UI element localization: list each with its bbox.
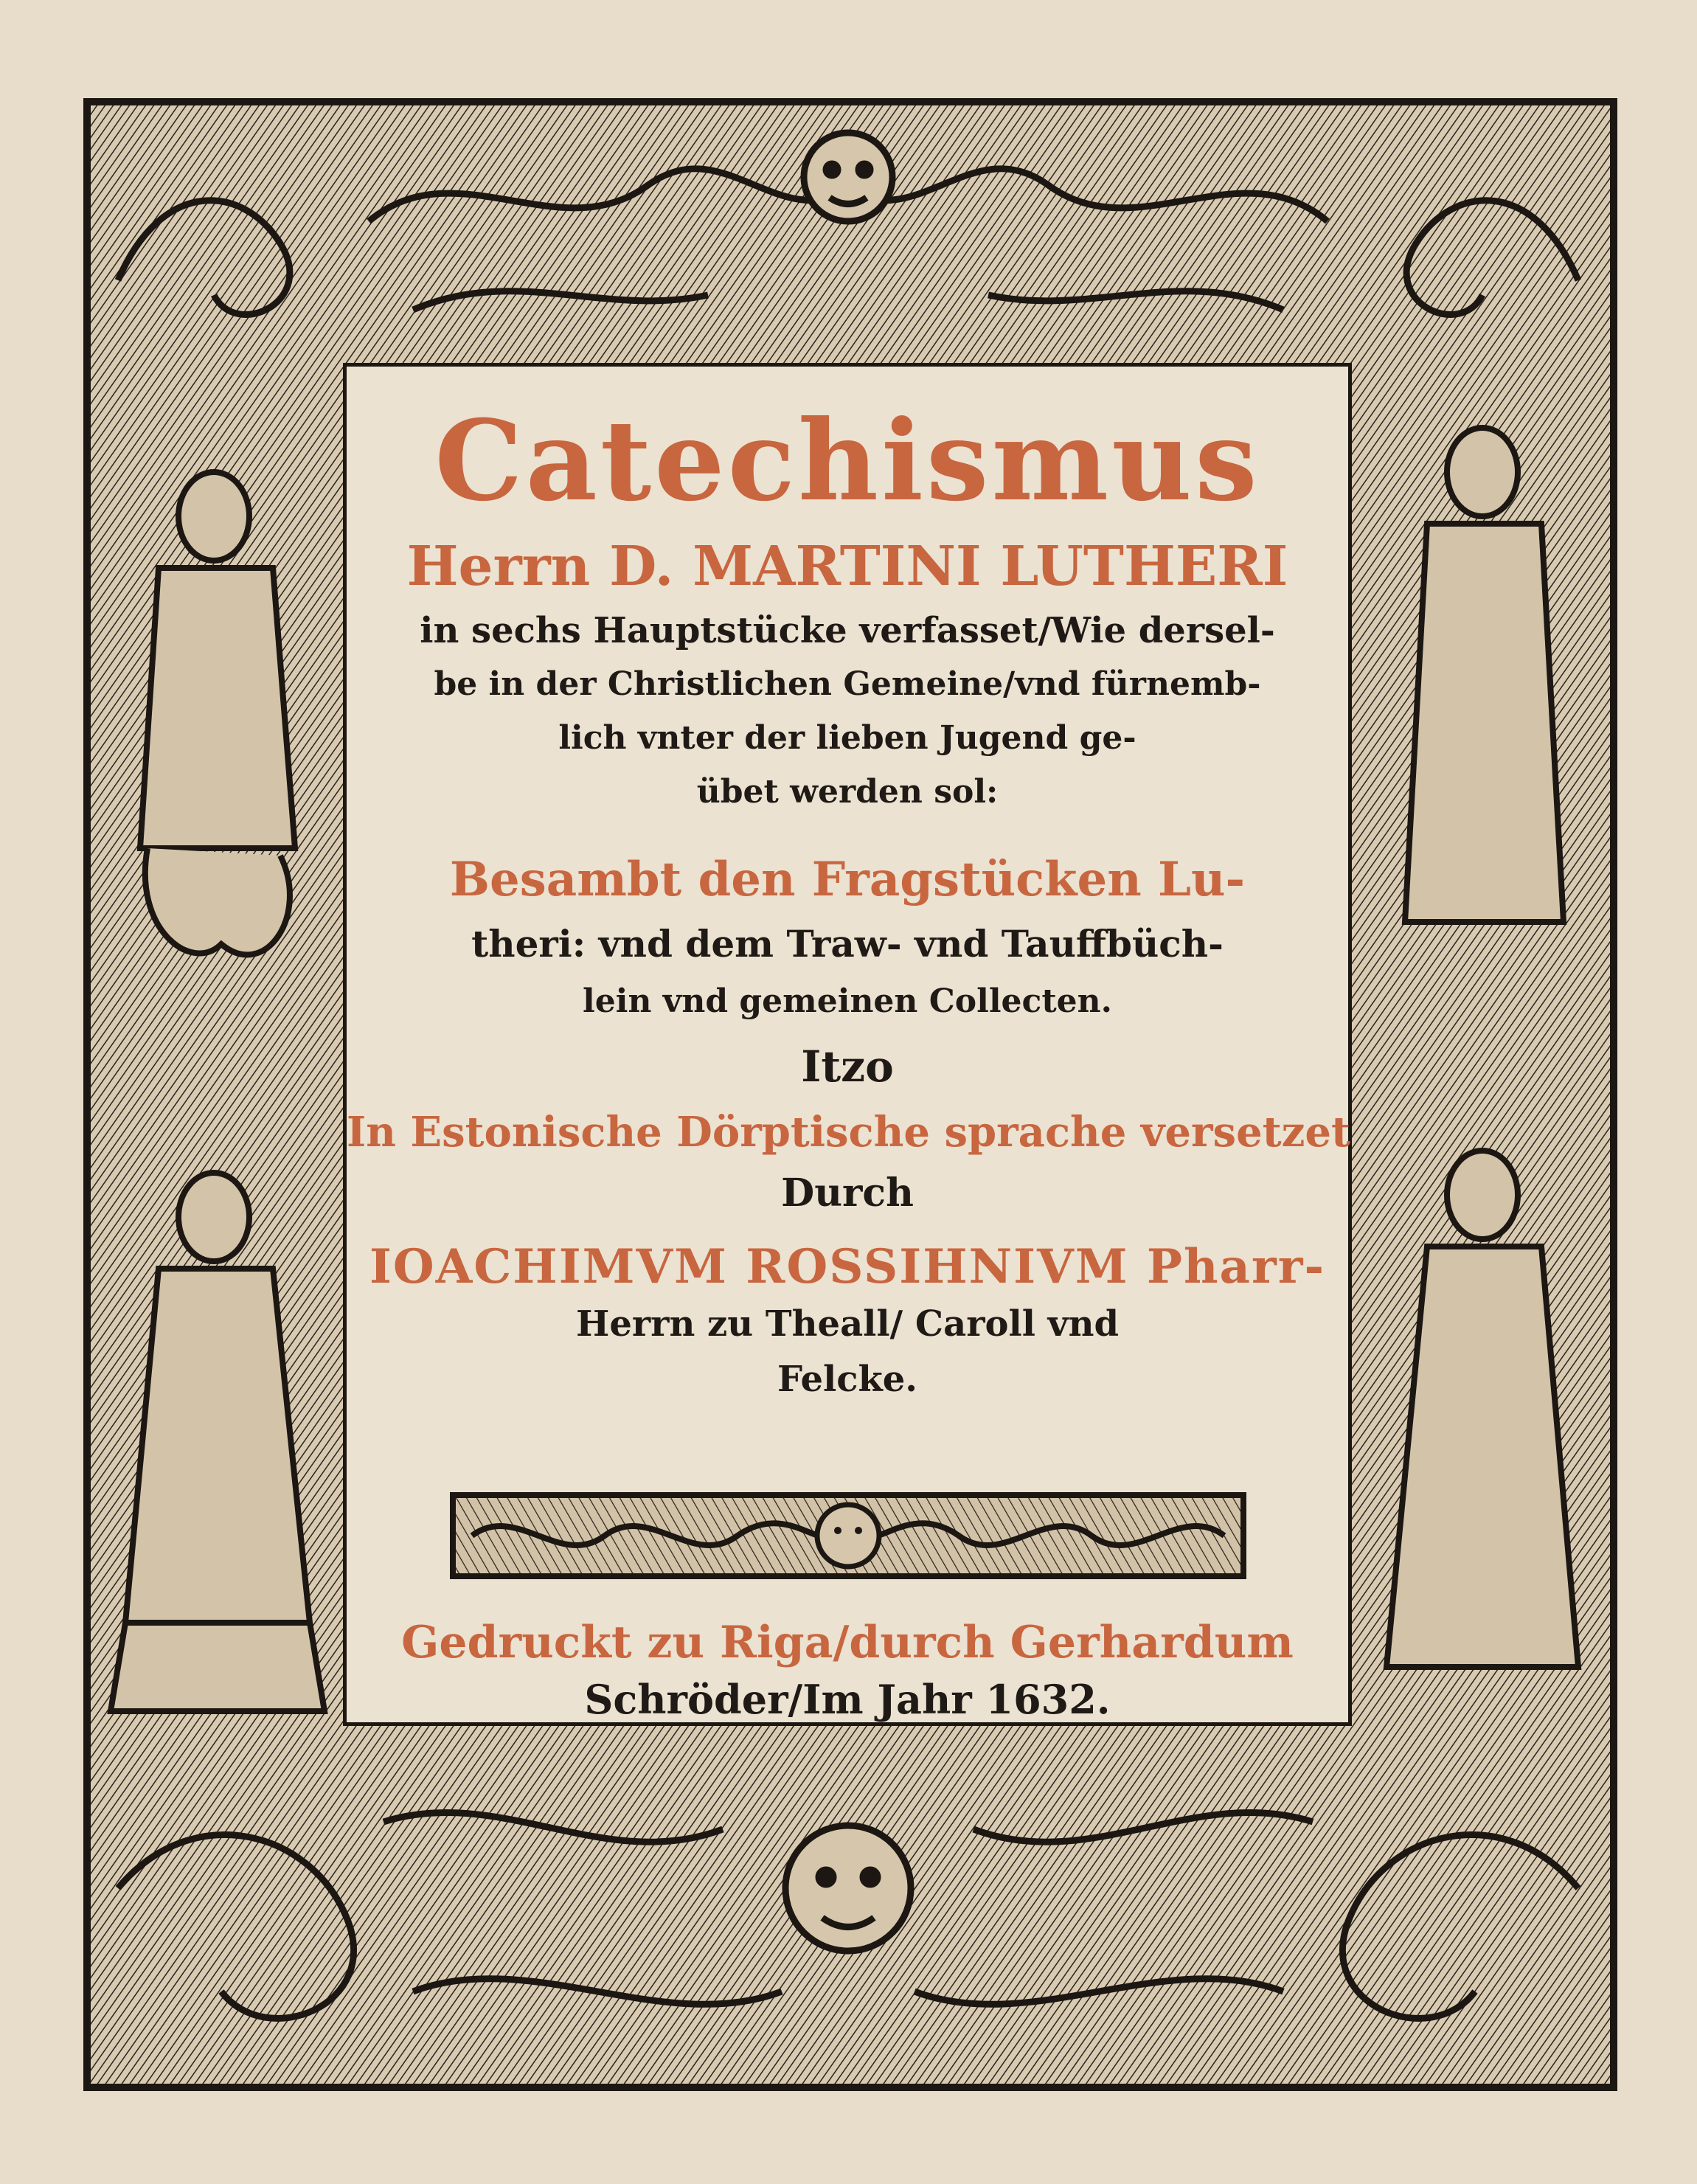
translator-name: IOACHIMVM ROSSIHNIVM Pharr- <box>369 1239 1326 1294</box>
author-line: Herrn D. MARTINI LUTHERI <box>406 535 1288 598</box>
description-line-1: in sechs Hauptstücke verfasset/Wie dersel- <box>420 610 1275 651</box>
title-panel <box>347 367 1348 1722</box>
description-line-3: lich vnter der lieben Jugend ge- <box>558 719 1136 757</box>
ornament-band <box>450 1488 1246 1584</box>
translator-parish-2: Felcke. <box>777 1359 917 1400</box>
imprint-date: Schröder/Im Jahr 1632. <box>584 1676 1111 1723</box>
translator-parish: Herrn zu Theall/ Caroll vnd <box>575 1303 1120 1345</box>
description-line-2: be in der Christlichen Gemeine/vnd fürnemb- <box>434 665 1261 703</box>
imprint-line: Gedruckt zu Riga/durch Gerhardum <box>401 1617 1294 1668</box>
description-line-4: übet werden sol: <box>696 773 999 811</box>
supplement-line-3: lein vnd gemeinen Collecten. <box>583 982 1112 1020</box>
durch: Durch <box>781 1171 914 1216</box>
supplement-line-2: theri: vnd dem Traw- vnd Tauffbüch- <box>471 922 1224 966</box>
itzo: Itzo <box>801 1041 894 1092</box>
language-line: In Estonische Dörptische sprache versetzet <box>347 1108 1350 1157</box>
title: Catechismus <box>434 396 1260 526</box>
supplement-heading: Besambt den Fragstücken Lu- <box>449 852 1246 907</box>
